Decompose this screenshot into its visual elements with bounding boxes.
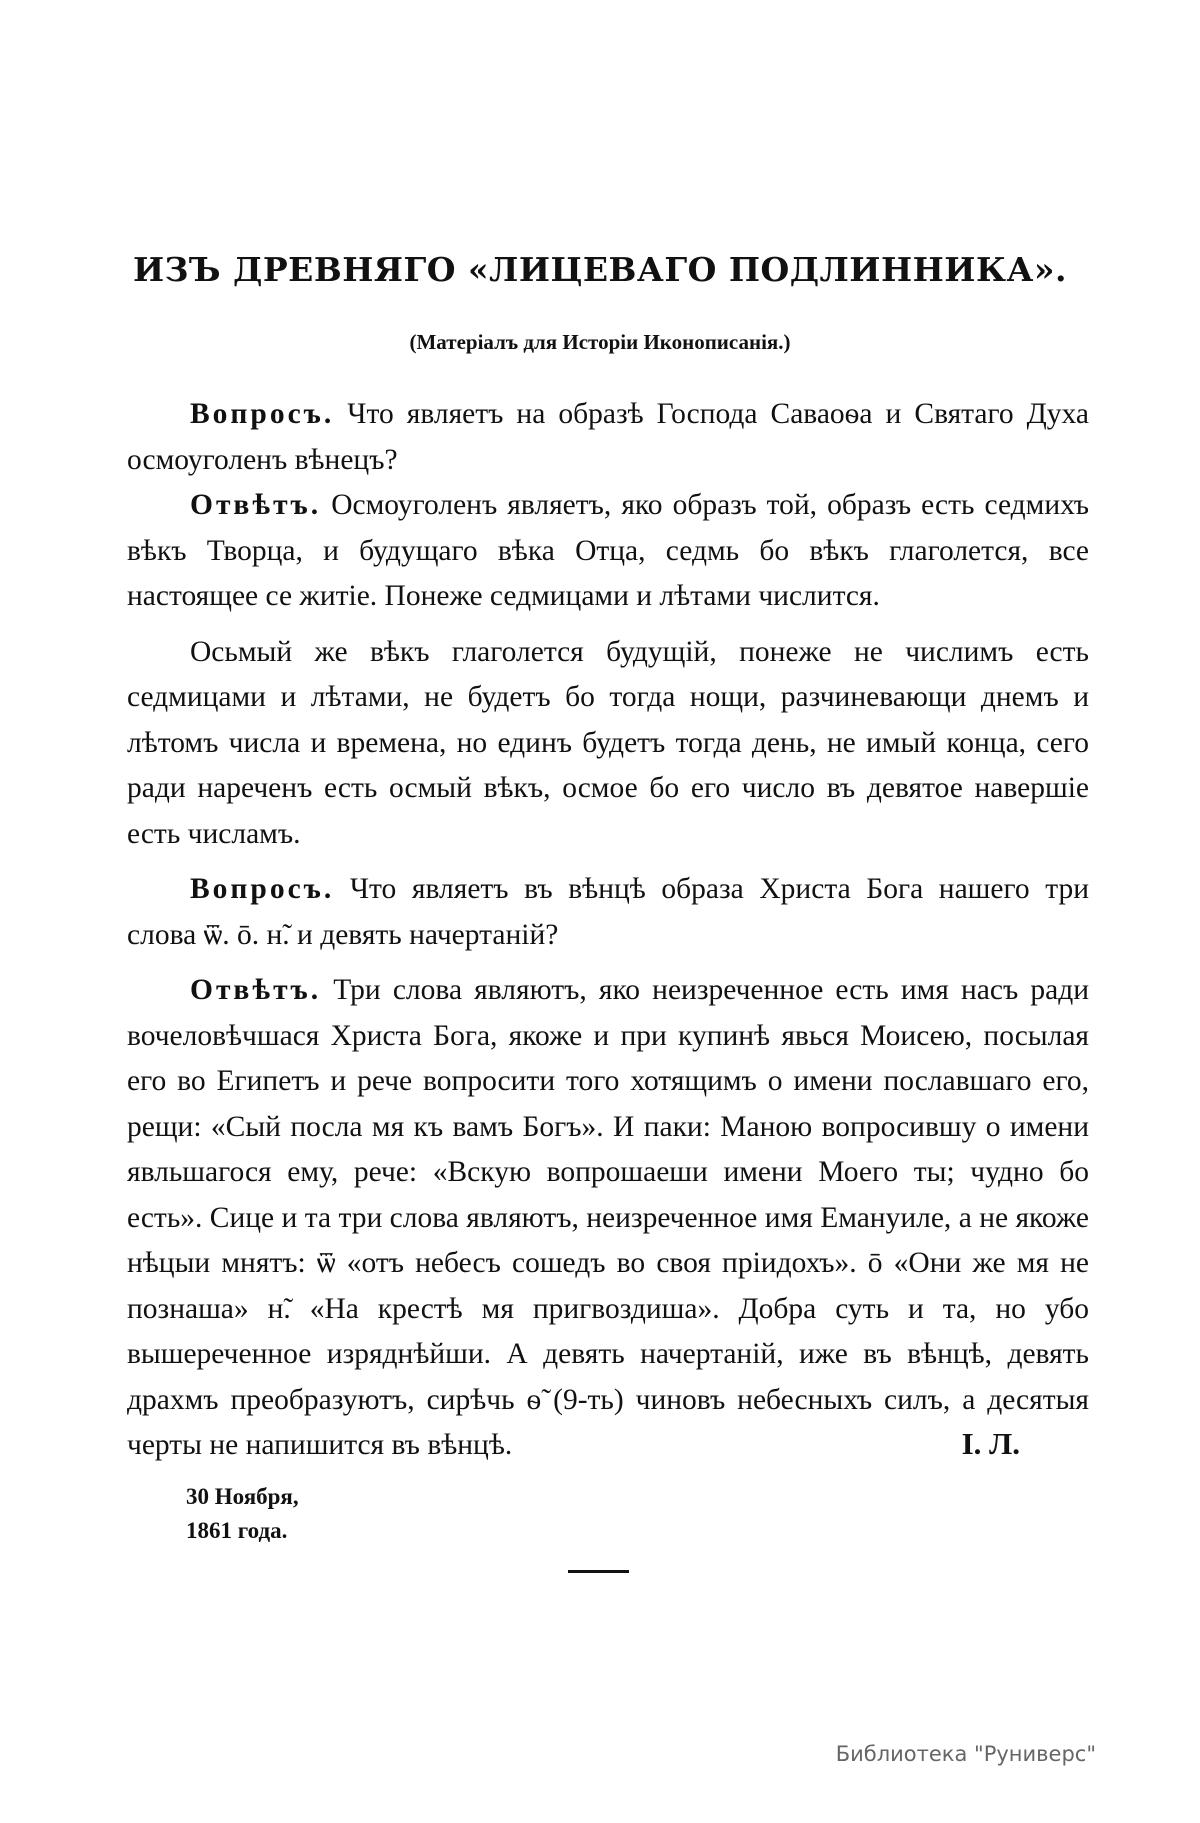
paragraph-text: Осьмый же вѣкъ глаголется будущій, понеже не числимъ есть седмицами и лѣтами, не будетъ бо тогда нощи, разчиневающи днемъ и лѣтомъ числа и времена, но единъ будетъ тогда день, не имый конца, сего ради нареченъ есть осмый вѣкъ, осмое бо его число въ девятое навершіе есть числамъ. [127, 635, 1089, 850]
date-line-day: 30 Ноября, [186, 1484, 299, 1509]
paragraph-continuation [127, 630, 1089, 858]
paragraph-question-2 [127, 867, 1089, 958]
date-line-year: 1861 года. [186, 1518, 288, 1543]
paragraph-answer-2 [127, 968, 1089, 1469]
paragraph-lead: Вопросъ. [190, 398, 335, 430]
paragraph-lead: Отвѣтъ. [190, 489, 322, 521]
paragraph-lead: Вопросъ. [190, 873, 335, 905]
paragraph-answer-1 [127, 483, 1089, 620]
author-signature: І. Л. [961, 1426, 1020, 1461]
article-body [127, 392, 1089, 1469]
paragraph-text: Что являетъ на образѣ Господа Саваоѳа и Святаго Духа осмоуголенъ вѣнецъ? [127, 398, 1089, 476]
article-title: ИЗЪ ДРЕВНЯГО «ЛИЦЕВАГО ПОДЛИННИКА». [132, 250, 1067, 289]
library-watermark: Библиотека "Руниверс" [835, 1742, 1096, 1766]
paragraph-text: Осмоуголенъ являетъ, яко образъ той, образъ есть седмихъ вѣкъ Творца, и будущаго вѣка Отца, седмь бо вѣкъ глаголется, все настоящее се житіе. Понеже седмицами и лѣтами числится. [127, 489, 1089, 612]
article-subtitle: (Матеріалъ для Исторіи Иконописанія.) [409, 330, 791, 354]
date-block [186, 1480, 299, 1548]
paragraph-lead: Отвѣтъ. [190, 974, 322, 1006]
paragraph-question-1 [127, 392, 1089, 483]
paragraph-text: Что являетъ въ вѣнцѣ образа Христа Бога нашего три слова ѿ. ō. н̃. и девять начертаній? [127, 873, 1089, 951]
section-divider [568, 1570, 629, 1573]
paragraph-text: Три слова являютъ, яко неизреченное есть имя насъ ради вочеловѣчшася Христа Бога, якоже и при купинѣ явься Моисею, посылая его во Египетъ и рече вопросити того хотящимъ о имени пославшаго его, рещи: «Сый посла мя къ вамъ Богъ». И паки: Маною вопросившу о имени явльшагося ему, рече: «Вскую вопрошаеши имени Моего ты; чудно бо есть». Сице и та три слова являютъ, неизреченное имя Емануиле, а не якоже нѣцыи мнятъ: ѿ «отъ небесъ сошедъ во своя пріидохъ». ō «Они же мя не познаша» н̃. «На крестѣ мя пригвоздиша». Добра суть и та, но убо вышереченное изряднѣйши. А девять начертаній, иже въ вѣнцѣ, девять драхмъ преобразуютъ, сирѣчь ѳ̃ (9-ть) чиновъ небесныхъ силъ, а десятыя черты не напишится въ вѣнцѣ. [127, 974, 1089, 1461]
